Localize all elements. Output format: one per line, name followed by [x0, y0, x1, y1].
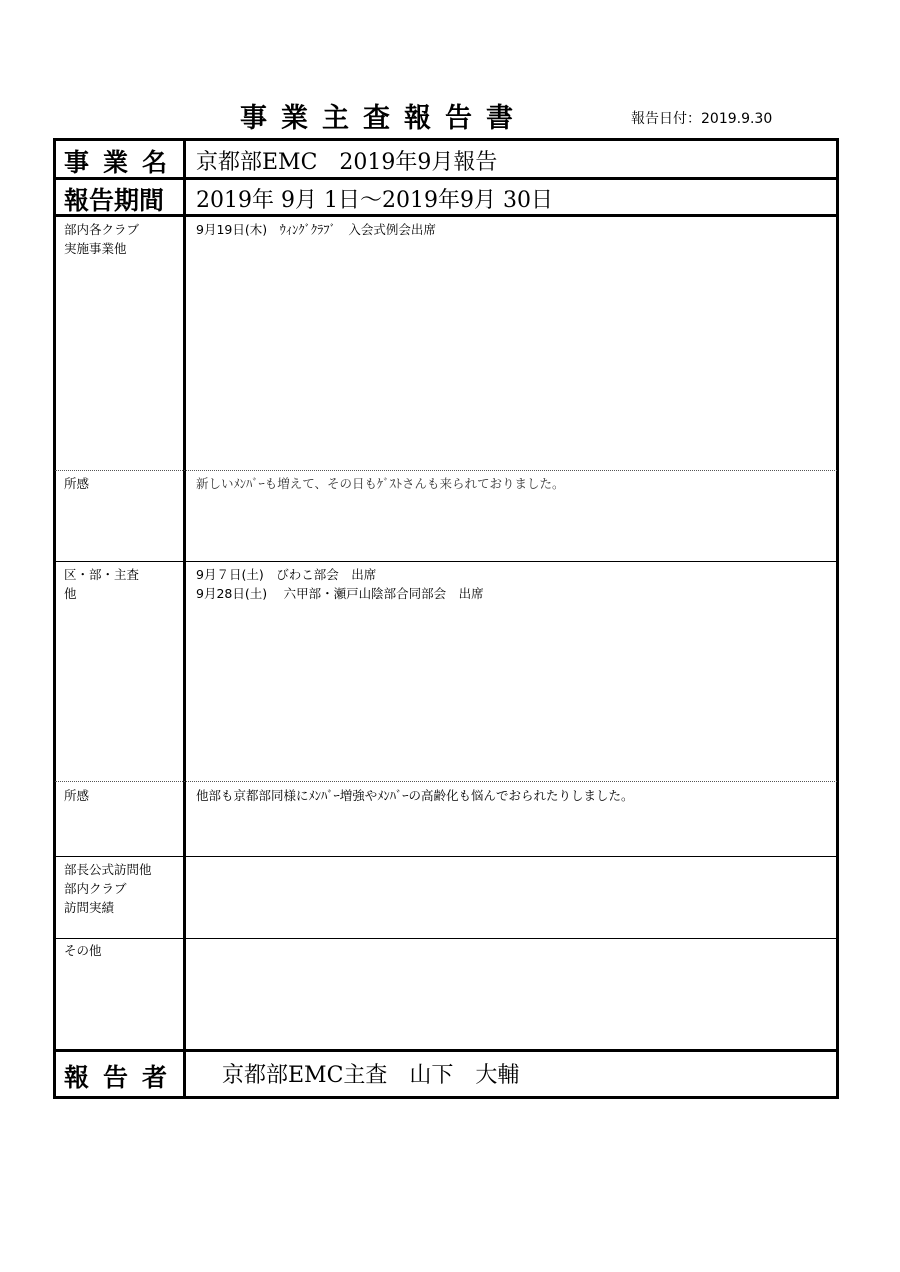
- club-activities-label: [64, 220, 139, 258]
- report-table-frame: [53, 138, 839, 1099]
- official-visits-label-line: 部内クラブ: [64, 881, 127, 896]
- impression-1-label: 所感: [64, 476, 90, 491]
- row-divider: [55, 214, 837, 217]
- district-activities-label-line: 区・部・主査: [64, 567, 140, 582]
- business-name-value: 京都部EMC 2019年9月報告: [196, 150, 498, 175]
- district-activity-entry: 9月７日(土) びわこ部会 出席: [196, 567, 377, 582]
- report-date: 報告日付：2019.9.30: [631, 111, 773, 127]
- club-activities-label-line: 実施事業他: [64, 241, 127, 256]
- other-label: その他: [64, 943, 102, 958]
- row-divider-dotted: [55, 470, 837, 471]
- row-divider: [55, 1049, 837, 1052]
- district-activity-entry: 9月28日(土) 六甲部・瀬戸山陰部合同部会 出席: [196, 586, 484, 601]
- official-visits-label-line: 部長公式訪問他: [64, 862, 152, 877]
- official-visits-label-line: 訪問実績: [64, 900, 115, 915]
- club-activities-entries: [196, 220, 436, 239]
- impression-2-text: 他部も京都部同様にﾒﾝﾊﾞｰ増強やﾒﾝﾊﾞｰの高齢化も悩んでおられたりしました。: [196, 788, 634, 803]
- report-period-value: 2019年 9月 1日～2019年9月 30日: [196, 188, 553, 213]
- district-activities-label: [64, 565, 139, 603]
- document-title: 事業主査報告書: [240, 103, 527, 134]
- official-visits-label: [64, 860, 152, 917]
- row-divider: [55, 561, 837, 562]
- district-activities-label-line: 他: [64, 586, 77, 601]
- row-divider-dotted: [55, 781, 837, 782]
- reporter-value: 京都部EMC主査 山下 大輔: [222, 1063, 520, 1088]
- club-activity-entry: 9月19日(木) ｳｨﾝｸﾞｸﾗﾌﾞ 入会式例会出席: [196, 222, 436, 237]
- reporter-label: 報告者: [64, 1063, 182, 1092]
- impression-2-label: 所感: [64, 788, 90, 803]
- district-activities-entries: [196, 565, 484, 603]
- column-divider: [183, 140, 186, 1097]
- row-divider: [55, 938, 837, 939]
- business-name-label: 事業名: [64, 148, 182, 177]
- report-period-label: 報告期間: [64, 186, 165, 215]
- impression-1-text: 新しいﾒﾝﾊﾞｰも増えて、その日もｹﾞｽﾄさんも来られておりました。: [196, 476, 565, 491]
- club-activities-label-line: 部内各クラブ: [64, 222, 140, 237]
- row-divider: [55, 856, 837, 857]
